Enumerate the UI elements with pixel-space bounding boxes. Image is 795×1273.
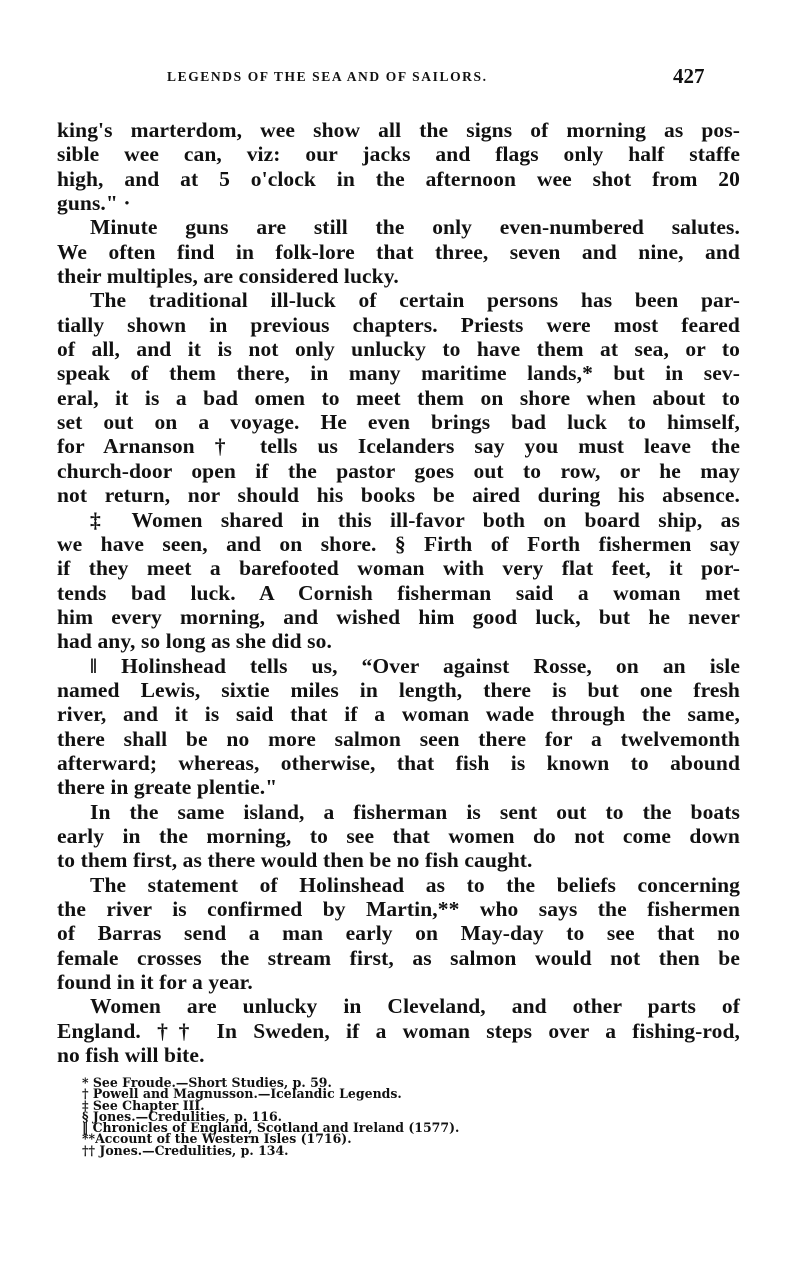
text-line: We often find in folk-lore that three, seven and nine, and (57, 239, 740, 264)
text-line: speak of them there, in many maritime lands,* but in sev- (57, 361, 740, 386)
text-line: of all, and it is not only unlucky to have them at sea, or to (57, 337, 740, 362)
text-line: found in it for a year. (57, 970, 253, 995)
text-line: In the same island, a fisherman is sent out to the boats (90, 799, 740, 824)
running-title: LEGENDS OF THE SEA AND OF SAILORS. (167, 69, 488, 84)
text-line: had any, so long as she did so. (57, 629, 332, 654)
text-line: no fish will bite. (57, 1043, 205, 1068)
text-line: their multiples, are considered lucky. (57, 264, 399, 289)
page-number: 427 (673, 64, 705, 88)
text-line: if they meet a barefooted woman with very flat feet, it por- (57, 556, 740, 581)
footnote: * See Froude.—Short Studies, p. 59. (82, 1074, 332, 1091)
text-line: set out on a voyage. He even brings bad luck to himself, (57, 410, 740, 435)
text-line: The traditional ill-luck of certain persons has been par- (90, 288, 740, 313)
text-line: there in greate plentie." (57, 775, 278, 800)
text-line: of Barras send a man early on May-day to see that no (57, 921, 740, 946)
footnote: † Powell and Magnusson.—Icelandic Legends. (82, 1085, 402, 1102)
text-line: sible wee can, viz: our jacks and flags only half staffe (57, 142, 740, 167)
text-line: early in the morning, to see that women do not come down (57, 823, 740, 848)
footnote: †† Jones.—Credulities, p. 134. (82, 1142, 289, 1159)
text-line: afterward; whereas, otherwise, that fish is known to abound (57, 750, 740, 775)
text-line: river, and it is said that if a woman wade through the same, (57, 702, 740, 727)
text-line: him every morning, and wished him good luck, but he never (57, 604, 740, 629)
text-line: ‡ Women shared in this ill-favor both on board ship, as (90, 507, 740, 532)
footnotes (82, 1074, 460, 1159)
text-line: Women are unlucky in Cleveland, and other parts of (90, 994, 740, 1019)
text-line: The statement of Holinshead as to the beliefs concerning (90, 872, 740, 897)
body-text (57, 118, 740, 1067)
text-line: there shall be no more salmon seen there for a twelvemonth (57, 726, 740, 751)
footnote: **Account of the Western Isles (1716). (82, 1131, 352, 1147)
text-line: Minute guns are still the only even-numbered salutes. (90, 215, 740, 240)
running-header (57, 64, 740, 88)
text-line: named Lewis, sixtie miles in length, there is but one fresh (57, 677, 740, 702)
text-line: church-door open if the pastor goes out to row, or he may (57, 458, 740, 483)
text-line: England. †† In Sweden, if a woman steps over a fishing-rod, (57, 1018, 740, 1043)
footnote: ‖ Chronicles of England, Scotland and Ireland (1577). (82, 1119, 460, 1136)
text-line: ‖ Holinshead tells us, “Over against Rosse, on an isle (90, 653, 740, 678)
text-line: to them first, as there would then be no fish caught. (57, 848, 533, 873)
text-line: we have seen, and on shore. § Firth of Forth fishermen say (57, 531, 740, 556)
text-line: tends bad luck. A Cornish fisherman said a woman met (57, 580, 740, 605)
text-line: guns." · (57, 191, 131, 216)
text-line: female crosses the stream first, as salmon would not then be (57, 945, 740, 970)
footnote: § Jones.—Credulities, p. 116. (82, 1108, 282, 1125)
footnote: ‡ See Chapter III. (82, 1097, 205, 1113)
text-line: for Arnanson † tells us Icelanders say you must leave the (57, 434, 740, 459)
text-line: tially shown in previous chapters. Priests were most feared (57, 312, 740, 337)
text-line: not return, nor should his books be aired during his absence. (57, 483, 740, 508)
text-line: eral, it is a bad omen to meet them on shore when about to (57, 385, 740, 410)
text-line: high, and at 5 o'clock in the afternoon wee shot from 20 (57, 166, 740, 191)
text-line: king's marterdom, wee show all the signs of morning as pos- (57, 118, 740, 142)
text-line: the river is confirmed by Martin,** who says the fishermen (57, 897, 740, 921)
